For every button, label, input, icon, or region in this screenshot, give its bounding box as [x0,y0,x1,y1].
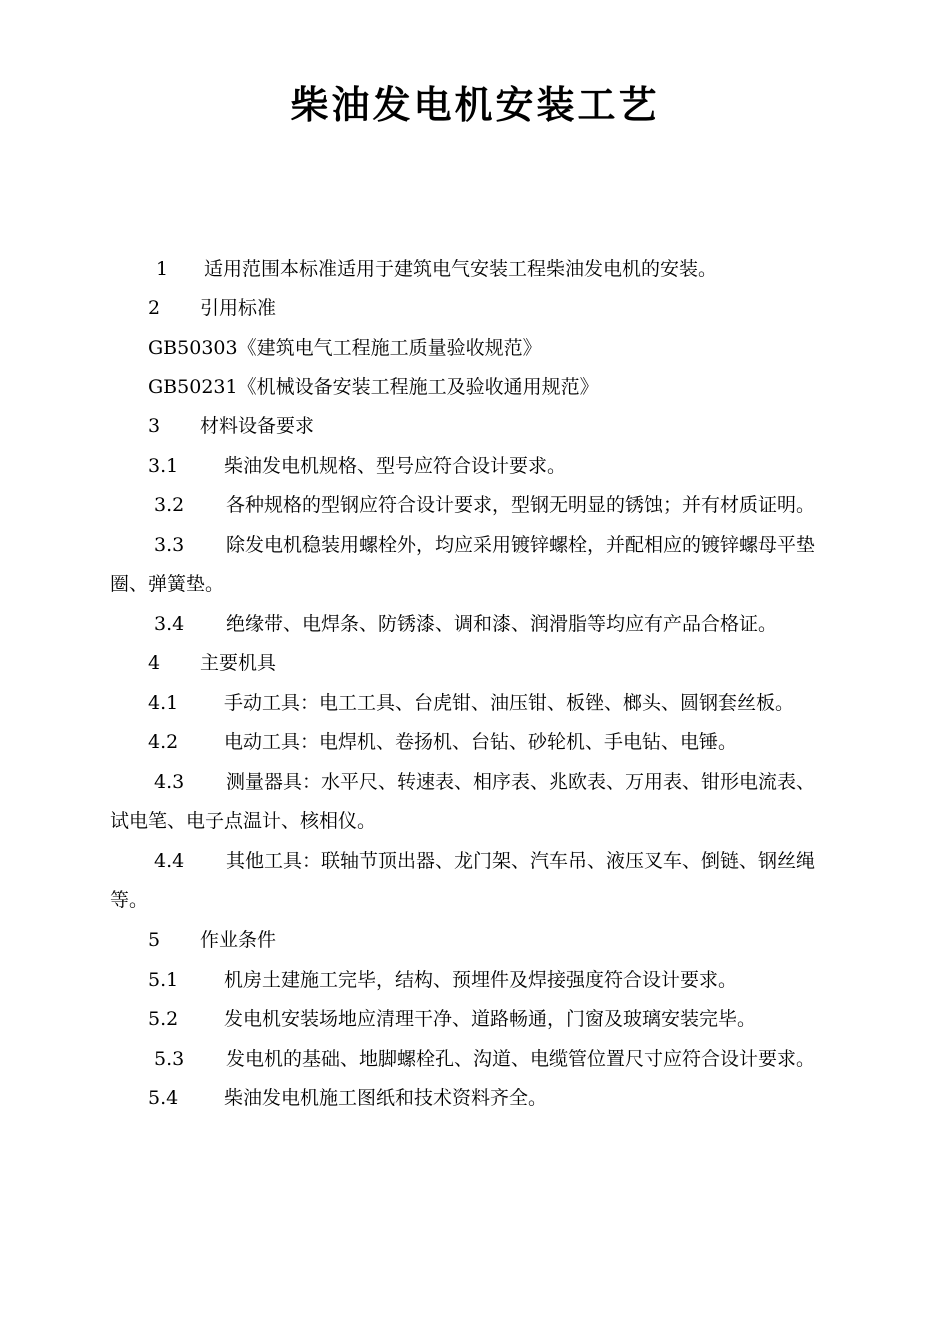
section-4-1 [148,690,794,716]
section-text: 除发电机稳装用螺栓外，均应采用镀锌螺栓，并配相应的镀锌螺母平垫 [226,534,816,556]
section-number: 5.4 [148,1087,179,1109]
section-number: 4.3 [154,771,185,793]
section-text: 发电机的基础、地脚螺栓孔、沟道、电缆管位置尺寸应符合设计要求。 [226,1048,816,1070]
section-5-3 [150,1046,815,1072]
document-title: 柴油发电机安装工艺 [290,83,660,127]
section-number: 4.4 [154,850,185,872]
section-number: 3.3 [154,534,185,556]
section-text: 发电机安装场地应清理干净、道路畅通，门窗及玻璃安装完毕。 [224,1008,757,1030]
section-3-3 [150,532,815,558]
section-3 [148,413,314,439]
standard-reference-gb50303 [148,335,542,361]
section-text: 适用范围本标准适用于建筑电气安装工程柴油发电机的安装。 [204,258,718,280]
section-text: 机房土建施工完毕，结构、预埋件及焊接强度符合设计要求。 [224,969,738,991]
section-text: 柴油发电机施工图纸和技术资料齐全。 [224,1087,548,1109]
section-4-2 [148,729,737,755]
section-text: 手动工具：电工工具、台虎钳、油压钳、板锉、榔头、圆钢套丝板。 [224,692,795,714]
section-number: 3 [148,415,161,437]
section-number: 5 [148,929,161,951]
standard-text: GB50303《建筑电气工程施工质量验收规范》 [148,337,542,359]
section-5-4 [148,1085,547,1111]
section-number: 1 [156,258,169,280]
section-number: 5.2 [148,1008,179,1030]
section-3-2 [150,492,815,518]
standard-reference-gb50231 [148,374,599,400]
section-4-4-continuation [110,887,148,913]
section-text: 材料设备要求 [200,415,315,437]
section-3-4 [150,611,777,637]
section-4-4 [150,848,815,874]
section-text-continuation: 圈、弹簧垫。 [110,573,225,595]
section-text: 各种规格的型钢应符合设计要求，型钢无明显的锈蚀；并有材质证明。 [226,494,816,516]
section-text: 主要机具 [200,652,277,674]
section-5 [148,927,276,953]
section-text-continuation: 等。 [110,889,149,911]
section-text: 引用标准 [200,297,277,319]
section-text: 绝缘带、电焊条、防锈漆、调和漆、润滑脂等均应有产品合格证。 [226,613,778,635]
section-5-1 [148,967,737,993]
section-number: 2 [148,297,161,319]
standard-text: GB50231《机械设备安装工程施工及验收通用规范》 [148,376,599,398]
section-number: 3.1 [148,455,179,477]
section-number: 4.2 [148,731,179,753]
section-4 [148,650,276,676]
section-text: 其他工具：联轴节顶出器、龙门架、汽车吊、液压叉车、倒链、钢丝绳 [226,850,816,872]
section-text: 作业条件 [200,929,277,951]
section-1 [148,256,717,282]
section-text: 测量器具：水平尺、转速表、相序表、兆欧表、万用表、钳形电流表、 [226,771,816,793]
section-number: 4 [148,652,161,674]
section-5-2 [148,1006,756,1032]
section-text: 电动工具：电焊机、卷扬机、台钻、砂轮机、手电钻、电锤。 [224,731,738,753]
section-number: 5.1 [148,969,179,991]
section-number: 5.3 [154,1048,185,1070]
section-number: 4.1 [148,692,179,714]
section-4-3 [150,769,815,795]
section-text-continuation: 试电笔、电子点温计、核相仪。 [110,810,377,832]
section-4-3-continuation [110,808,376,834]
section-number: 3.2 [154,494,185,516]
section-text: 柴油发电机规格、型号应符合设计要求。 [224,455,567,477]
section-3-3-continuation [110,571,224,597]
section-number: 3.4 [154,613,185,635]
section-3-1 [148,453,566,479]
section-2 [148,295,276,321]
